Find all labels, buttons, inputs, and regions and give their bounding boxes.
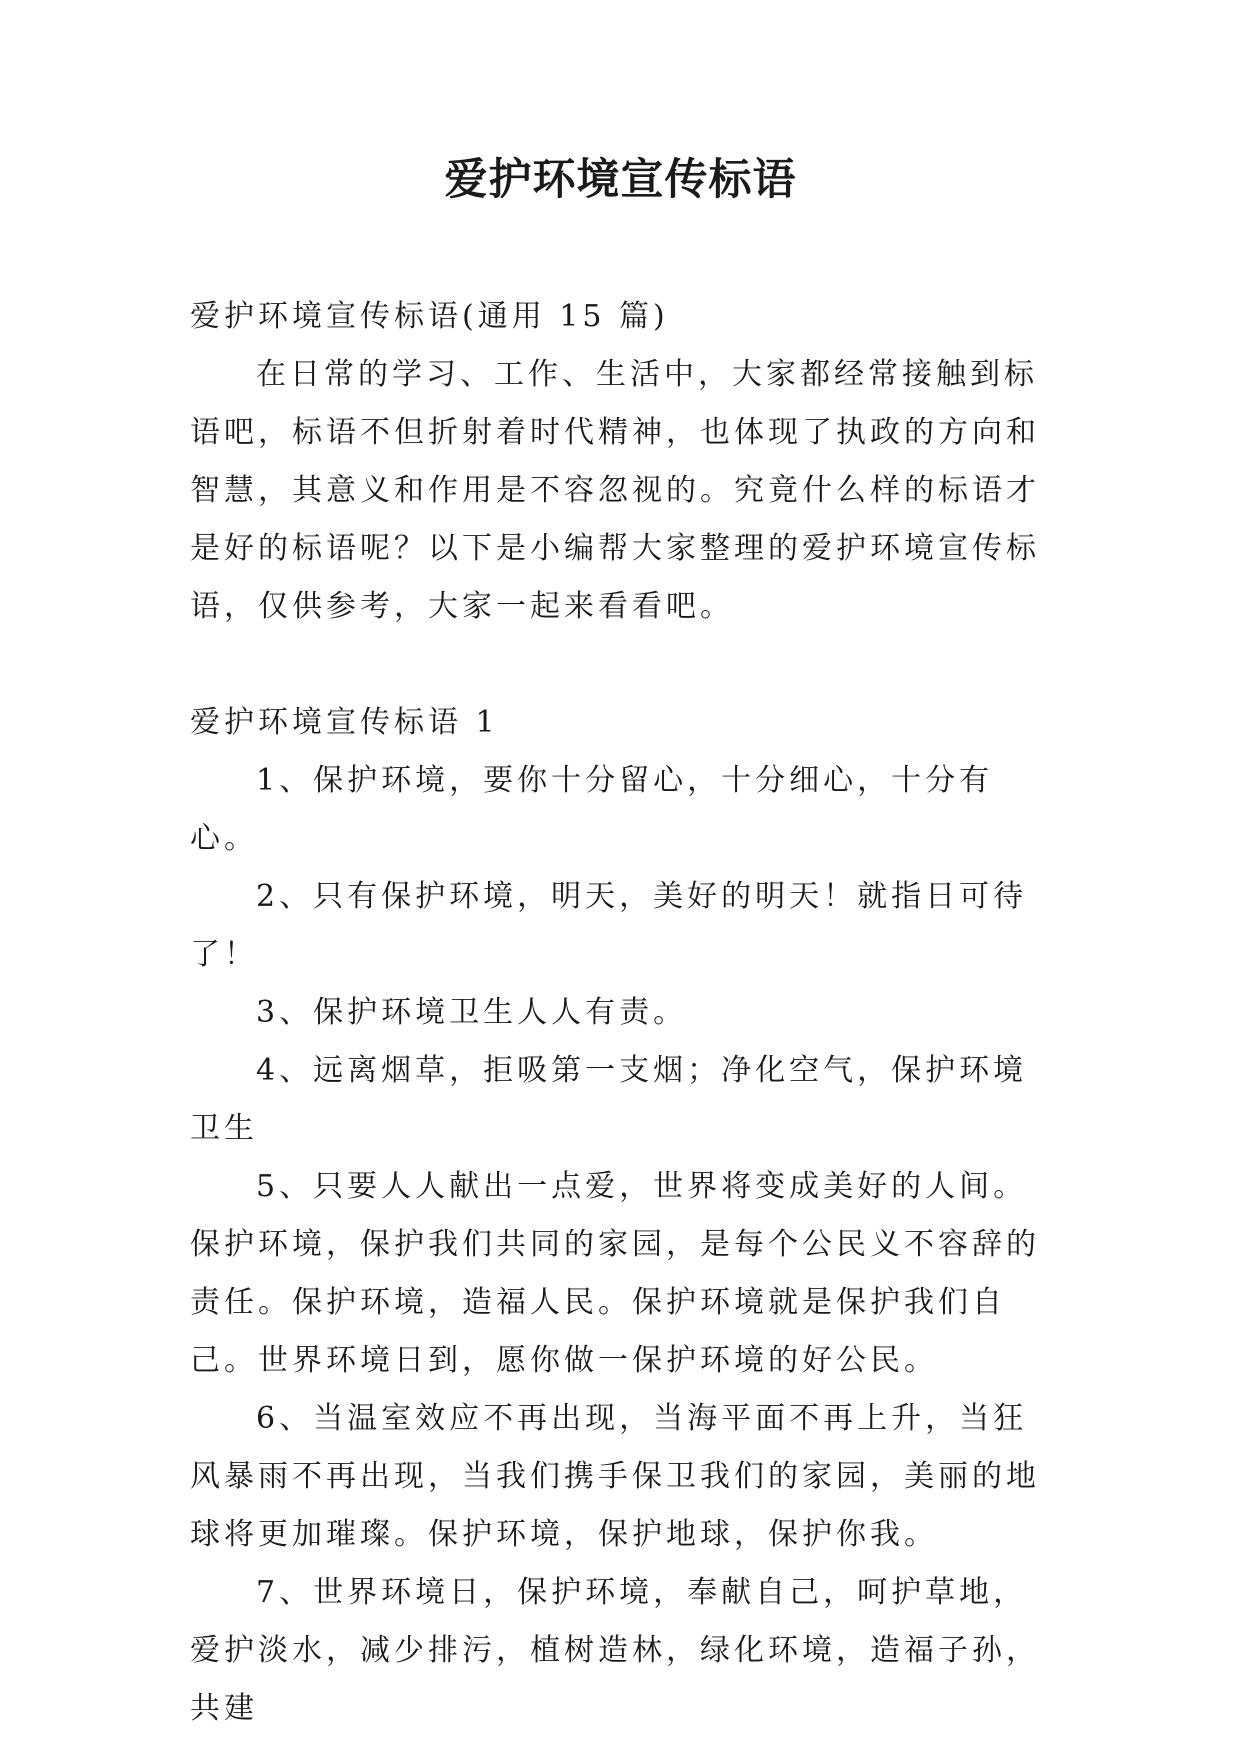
paragraph-gap — [190, 636, 1052, 694]
slogan-item: 6、当温室效应不再出现，当海平面不再上升，当狂风暴雨不再出现，当我们携手保卫我们的家园，美丽的地球将更加璀璨。保护环境，保护地球，保护你我。 — [190, 1401, 1040, 1552]
slogan-item: 1、保护环境，要你十分留心，十分细心，十分有心。 — [190, 763, 994, 856]
intro-paragraph: 在日常的学习、工作、生活中，大家都经常接触到标语吧，标语不但折射着时代精神，也体现了执政的方向和智慧，其意义和作用是不容忽视的。究竟什么样的标语才是好的标语呢？以下是小编帮大家整理的爱护环境宣传标语，仅供参考，大家一起来看看吧。 — [190, 357, 1040, 624]
section-heading: 爱护环境宣传标语 1 — [190, 705, 499, 740]
slogan-item: 5、只要人人献出一点爱，世界将变成美好的人间。保护环境，保护我们共同的家园，是每个公民义不容辞的责任。保护环境，造福人民。保护环境就是保护我们自己。世界环境日到，愿你做一保护环境的好公民。 — [190, 1169, 1040, 1378]
slogan-item: 3、保护环境卫生人人有责。 — [256, 995, 688, 1030]
document-subtitle: 爱护环境宣传标语(通用 15 篇) — [190, 299, 669, 334]
slogan-item: 7、世界环境日，保护环境，奉献自己，呵护草地，爱护淡水，减少排污，植树造林，绿化环境，造福子孙，共建 — [190, 1575, 1040, 1726]
slogan-item: 4、远离烟草，拒吸第一支烟；净化空气，保护环境卫生 — [190, 1053, 1028, 1146]
document-title: 爱护环境宣传标语 — [444, 155, 797, 205]
slogan-item: 2、只有保护环境，明天，美好的明天！就指日可待了！ — [190, 879, 1028, 972]
document-body — [190, 288, 1052, 1738]
